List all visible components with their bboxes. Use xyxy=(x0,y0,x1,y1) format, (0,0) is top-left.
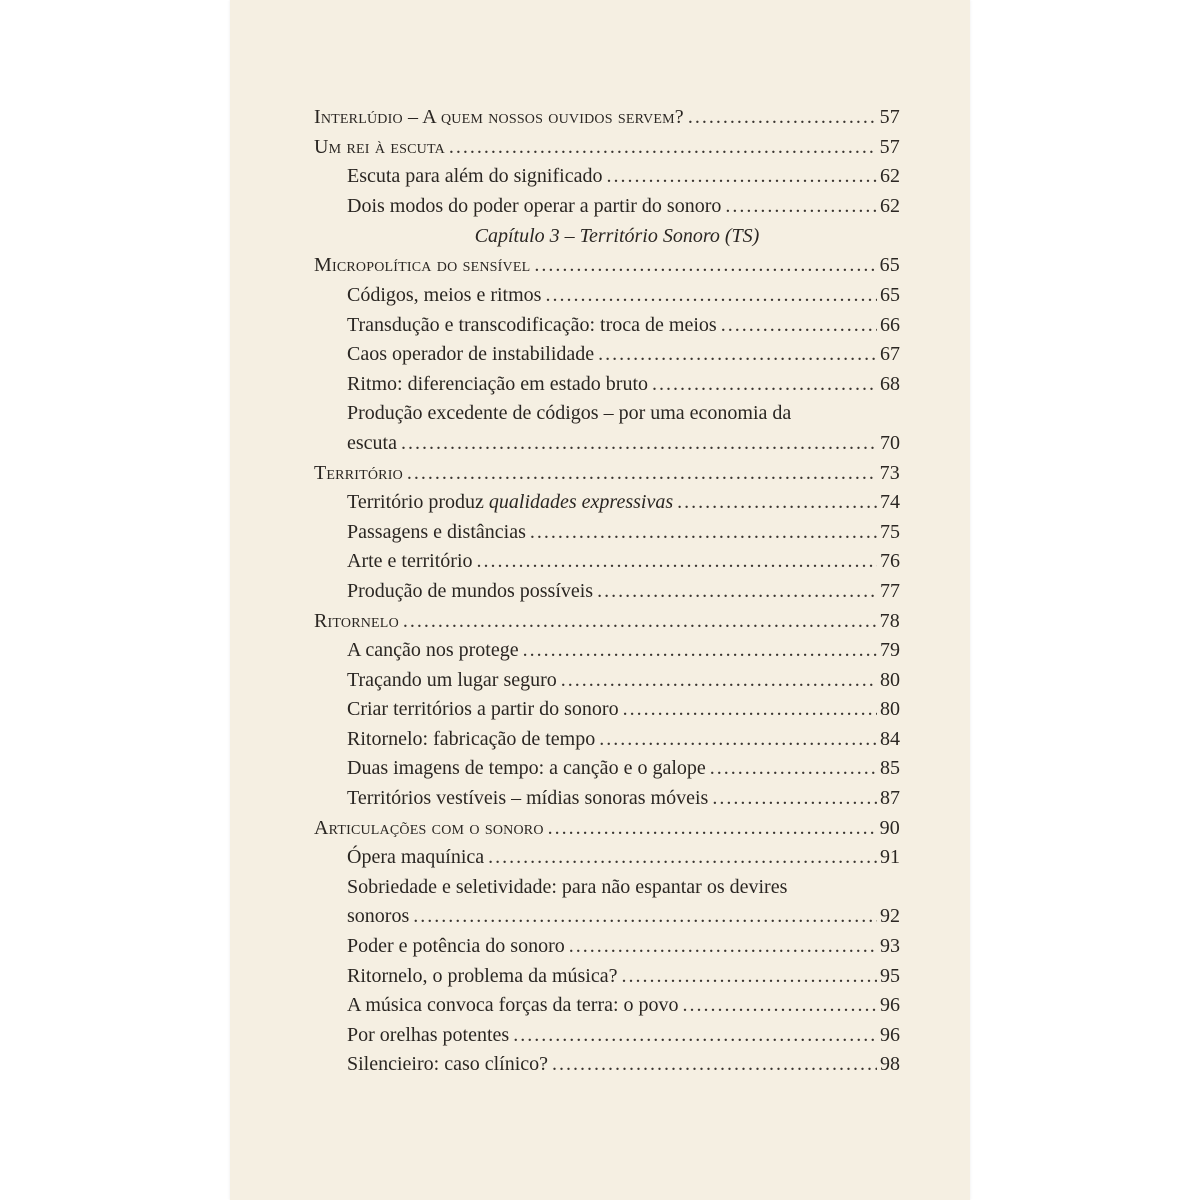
toc-entry-page: 68 xyxy=(880,372,900,395)
dot-leader xyxy=(623,695,877,725)
chapter-heading: Capítulo 3 – Território Sonoro (TS) xyxy=(474,225,760,248)
toc-entry xyxy=(314,814,900,844)
toc-entry-title: Ritornelo, o problema da música? xyxy=(347,964,618,987)
toc-entry-title-italic: qualidades expressivas xyxy=(488,491,674,514)
toc-entry-title: A música convoca forças da terra: o povo xyxy=(347,994,679,1017)
toc-entry xyxy=(314,962,900,992)
toc-entry xyxy=(314,784,900,814)
dot-leader xyxy=(621,962,877,992)
toc-entry-page: 73 xyxy=(879,461,900,484)
dot-leader xyxy=(488,843,877,873)
toc-entry-title xyxy=(347,488,673,518)
dot-leader xyxy=(523,636,877,666)
toc-entry-title: Traçando um lugar seguro xyxy=(347,668,557,691)
toc-entry-title: Poder e potência do sonoro xyxy=(347,935,565,958)
dot-leader xyxy=(401,429,877,459)
toc-entry-title-prefix: Território produz xyxy=(347,491,489,514)
toc-entry-title: Articulações com o sonoro xyxy=(314,816,544,839)
dot-leader xyxy=(598,340,877,370)
toc-entry xyxy=(314,488,900,518)
toc-entry xyxy=(314,370,900,400)
toc-entry-page: 87 xyxy=(880,787,900,810)
toc-entry xyxy=(314,547,900,577)
toc-entry-page: 80 xyxy=(880,668,900,691)
toc-entry-page: 96 xyxy=(880,994,900,1017)
toc-entry-page: 84 xyxy=(880,727,900,750)
dot-leader xyxy=(545,281,877,311)
dot-leader xyxy=(407,459,877,489)
toc-entry-page: 74 xyxy=(880,491,900,514)
toc-entry-title: Passagens e distâncias xyxy=(347,520,526,543)
toc-entry xyxy=(314,281,900,311)
toc-entry-title: Criar territórios a partir do sonoro xyxy=(347,698,619,721)
table-of-contents xyxy=(314,103,900,1080)
toc-entry-title: Silencieiro: caso clínico? xyxy=(347,1053,549,1076)
dot-leader xyxy=(530,518,877,548)
toc-entry-page: 57 xyxy=(879,135,900,158)
toc-entry-title: Micropolítica do sensível xyxy=(314,254,531,277)
toc-entry-page: 65 xyxy=(879,254,900,277)
toc-entry xyxy=(314,133,900,163)
toc-entry xyxy=(314,311,900,341)
toc-entry-title: Caos operador de instabilidade xyxy=(347,343,595,366)
dot-leader xyxy=(403,607,877,637)
dot-leader xyxy=(710,754,877,784)
toc-entry-page: 75 xyxy=(880,520,900,543)
dot-leader xyxy=(721,311,877,341)
toc-entry xyxy=(314,459,900,489)
toc-entry xyxy=(314,192,900,222)
toc-entry-title: Códigos, meios e ritmos xyxy=(347,283,542,306)
toc-entry xyxy=(314,843,900,873)
toc-entry-page: 62 xyxy=(880,194,900,217)
book-page xyxy=(230,0,970,1200)
toc-entry-title: Arte e território xyxy=(347,550,473,573)
toc-entry-page: 66 xyxy=(880,313,900,336)
dot-leader xyxy=(597,577,877,607)
toc-entry-title: sonoros xyxy=(347,905,410,928)
toc-entry xyxy=(314,251,900,281)
dot-leader xyxy=(449,133,877,163)
toc-entry xyxy=(314,103,900,133)
toc-entry-title: Ritornelo: fabricação de tempo xyxy=(347,727,596,750)
toc-entry-title: Escuta para além do significado xyxy=(347,165,603,188)
toc-entry-page: 62 xyxy=(880,165,900,188)
toc-entry-title: Dois modos do poder operar a partir do sonoro xyxy=(347,194,722,217)
toc-entry-title: Territórios vestíveis – mídias sonoras móveis xyxy=(347,787,709,810)
toc-entry xyxy=(314,162,900,192)
toc-entry xyxy=(314,607,900,637)
toc-entry-title: escuta xyxy=(347,431,397,454)
toc-entry-title: Interlúdio – A quem nossos ouvidos servem? xyxy=(314,106,684,128)
toc-entry-title: Por orelhas potentes xyxy=(347,1023,510,1046)
toc-entry-page: 57 xyxy=(879,106,900,128)
dot-leader xyxy=(599,725,877,755)
toc-entry-title: Transdução e transcodificação: troca de meios xyxy=(347,313,717,336)
toc-entry-title-line: Sobriedade e seletividade: para não espantar os devires xyxy=(347,875,788,898)
toc-entry xyxy=(314,1050,900,1080)
toc-entry-title: Território xyxy=(314,461,403,484)
dot-leader xyxy=(561,666,877,696)
toc-entry-title: Ritmo: diferenciação em estado bruto xyxy=(347,372,649,395)
toc-entry-page: 93 xyxy=(880,935,900,958)
toc-entry xyxy=(314,518,900,548)
toc-entry xyxy=(314,577,900,607)
toc-entry-page: 91 xyxy=(880,846,900,869)
toc-entry-title: Duas imagens de tempo: a canção e o galope xyxy=(347,757,706,780)
dot-leader xyxy=(712,784,877,814)
toc-entry xyxy=(314,340,900,370)
toc-entry xyxy=(314,932,900,962)
toc-entry-title-line: Produção excedente de códigos – por uma economia da xyxy=(347,402,792,425)
dot-leader xyxy=(477,547,878,577)
toc-entry-page: 95 xyxy=(880,964,900,987)
dot-leader xyxy=(513,1021,877,1051)
dot-leader xyxy=(548,814,877,844)
dot-leader xyxy=(413,902,877,932)
toc-entry-page: 77 xyxy=(880,579,900,602)
toc-entry-page: 85 xyxy=(880,757,900,780)
toc-entry-title: Produção de mundos possíveis xyxy=(347,579,594,602)
toc-entry-page: 76 xyxy=(880,550,900,573)
toc-entry-page: 80 xyxy=(880,698,900,721)
toc-entry-page: 70 xyxy=(880,431,900,454)
dot-leader xyxy=(552,1050,877,1080)
toc-entry xyxy=(314,666,900,696)
toc-entry xyxy=(314,991,900,1021)
toc-entry-title: Ópera maquínica xyxy=(347,846,485,869)
toc-entry-page: 67 xyxy=(880,343,900,366)
toc-entry xyxy=(314,754,900,784)
dot-leader xyxy=(725,192,877,222)
dot-leader xyxy=(688,103,877,133)
toc-entry-title: A canção nos protege xyxy=(347,639,519,662)
dot-leader xyxy=(652,370,877,400)
toc-entry-page: 96 xyxy=(880,1023,900,1046)
toc-entry xyxy=(314,725,900,755)
dot-leader xyxy=(606,162,877,192)
toc-entry-page: 92 xyxy=(880,905,900,928)
toc-entry xyxy=(314,695,900,725)
toc-entry xyxy=(314,902,900,932)
toc-entry xyxy=(314,429,900,459)
toc-entry-page: 79 xyxy=(880,639,900,662)
toc-entry-title: Um rei à escuta xyxy=(314,135,445,158)
dot-leader xyxy=(683,991,877,1021)
dot-leader xyxy=(569,932,877,962)
toc-entry-page: 65 xyxy=(880,283,900,306)
toc-entry-page: 98 xyxy=(880,1053,900,1076)
toc-entry-page: 78 xyxy=(879,609,900,632)
dot-leader xyxy=(534,251,876,281)
toc-entry-page: 90 xyxy=(879,816,900,839)
toc-entry xyxy=(314,1021,900,1051)
toc-entry xyxy=(314,636,900,666)
toc-entry-title: Ritornelo xyxy=(314,609,399,632)
dot-leader xyxy=(677,488,877,518)
